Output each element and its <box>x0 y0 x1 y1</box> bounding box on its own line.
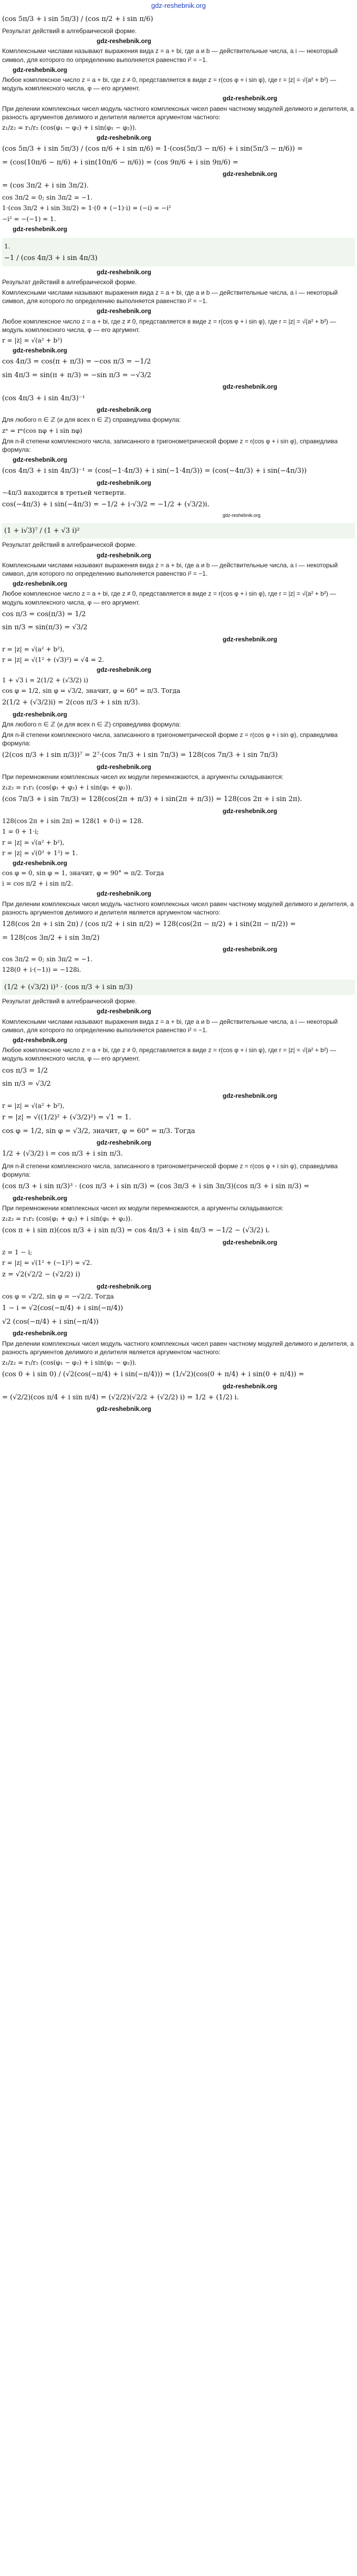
watermark: gdz-reshebnik.org <box>223 170 278 178</box>
formula-line: cos π/3 = cos(π/3) = 1/2 <box>2 610 86 618</box>
watermark: gdz-reshebnik.org <box>97 1139 152 1147</box>
complex-def-text: Комплексными числами называют выражения вида z = a + bi, где a и b — действительные числа, а i — некоторый символ, для которого по определению выполняется равенство i² = −1. <box>2 1017 338 1034</box>
division-rule-text: При делении комплексных чисел модуль частного комплексных чисел равен частному модулей делимого и делителя, а разность аргументов делимого и делителя является аргументом частного: <box>2 105 354 121</box>
formula-line: sin π/3 = √3/2 <box>2 1080 51 1088</box>
formula-line: 1 = 0 + 1·i; <box>2 828 39 836</box>
formula-line: = 128(cos 3π/2 + i sin 3π/2) <box>2 933 100 942</box>
watermark: gdz-reshebnik.org <box>223 1382 278 1390</box>
formula-line: 128(cos 2π + i sin 2π) / (cos π/2 + i sin π/2) = 128(cos(2π − π/2) + i sin(2π − π/2)) = <box>2 920 296 928</box>
formula-line: 128(0 + i·(−1)) = −128i. <box>2 966 81 974</box>
formula-line: zⁿ = rⁿ(cos nφ + i sin nφ) <box>2 427 82 434</box>
watermark: gdz-reshebnik.org <box>223 635 278 643</box>
trig-form-text: Любое комплексное число z = a + bi, где z ≠ 0, представляется в виде z = r(cos φ + i sin φ), где r = |z| = √(a² + b²) — модуль комплексного числа, φ — его аргумент. <box>2 1046 337 1063</box>
division-rule-text: При делении комплексных чисел модуль частного комплексных чисел равен частному модулей делимого и делителя, а разность аргументов делимого и делителя является аргументом частного: <box>2 900 354 916</box>
moivre-nth-text: Для n-й степени комплексного числа, записанного в тригонометрической форме z = r(cos φ + i sin φ), справедлива формула: <box>2 437 338 453</box>
solution-block-3 <box>0 523 357 979</box>
alg-form-text: Результат действий в алгебраической форме. <box>2 998 137 1005</box>
formula-line: −4π/3 находится в третьей четверти. <box>2 489 127 497</box>
formula-line: (cos π + i sin π)(cos π/3 + i sin π/3) = cos 4π/3 + i sin 4π/3 = −1/2 − (√3/2) i. <box>2 1227 270 1235</box>
mult-rule-text: При перемножении комплексных чисел их модули перемножаются, а аргументы складываются: <box>2 773 284 781</box>
watermark: gdz-reshebnik.org <box>13 225 68 233</box>
solution-block-4 <box>0 980 357 1417</box>
problem-strip <box>2 980 355 995</box>
problem-strip <box>2 238 355 266</box>
solution-block-1 <box>0 13 357 237</box>
formula-line: cos φ = 1/2, sin φ = √3/2, значит, φ = 60° = π/3. Тогда <box>2 1127 195 1135</box>
watermark: gdz-reshebnik.org <box>13 710 68 718</box>
formula-line: cos φ = √2/2, sin φ = −√2/2. Тогда <box>2 1293 114 1301</box>
watermark: gdz-reshebnik.org <box>13 456 68 464</box>
formula-line: 1 − i = √2(cos(−π/4) + i sin(−π/4)) <box>2 1304 123 1313</box>
formula-line: 128(cos 2π + i sin 2π) = 128(1 + 0·i) = 128. <box>2 817 144 825</box>
watermark: gdz-reshebnik.org <box>13 580 68 588</box>
expression: (cos 5π/3 + i sin 5π/3) / (cos π/2 + i sin π/6) <box>2 15 153 23</box>
watermark: gdz-reshebnik.org <box>97 763 152 771</box>
formula-line: cos(−4π/3) + i sin(−4π/3) = −1/2 + i·√3/2 = −1/2 + (√3/2)i. <box>2 501 209 509</box>
formula-line: 2(1/2 + (√3/2)i) = 2(cos π/3 + i sin π/3). <box>2 698 140 707</box>
complex-def-text: Комплексными числами называют выражения вида z = a + bi, где a и b — действительные числа, а i — некоторый символ, для которого по определению выполняется равенство i² = −1. <box>2 289 338 305</box>
moivre-any-n-text: Для любого n ∈ ℤ (и для всех n ∈ ℤ) справедлива формула: <box>2 416 181 424</box>
formula-line: r = |z| = √((1/2)² + (√3/2)²) = √1 = 1. <box>2 1113 131 1121</box>
formula-line: 1·(cos 3π/2 + i sin 3π/2) = 1·(0 + (−1)·i) = (−i) = −i² <box>2 204 171 212</box>
watermark: gdz-reshebnik.org <box>97 551 152 559</box>
formula-line: cos 4π/3 = cos(π + π/3) = −cos π/3 = −1/2 <box>2 358 151 366</box>
watermark: gdz-reshebnik.org <box>13 859 68 867</box>
watermark: gdz-reshebnik.org <box>97 1007 152 1015</box>
moivre-nth-text: Для n-й степени комплексного числа, записанного в тригонометрической форме z = r(cos φ + i sin φ), справедлива формула: <box>2 1162 338 1178</box>
formula-line: = (cos 3π/2 + i sin 3π/2). <box>2 181 89 190</box>
formula-line: r = |z| = √(1² + (√3)²) = √4 = 2. <box>2 656 104 664</box>
watermark: gdz-reshebnik.org <box>13 66 68 74</box>
trig-form-text: Любое комплексное число z = a + bi, где z ≠ 0, представляется в виде z = r(cos φ + i sin φ), где r = |z| = √(a² + b²) — модуль комплексного числа, φ — его аргумент. <box>2 590 337 606</box>
formula-line: z₁z₂ = r₁r₂ (cos(φ₁ + φ₂) + i sin(φ₁ + φ₂)). <box>2 1215 133 1223</box>
watermark: gdz-reshebnik.org <box>223 1238 278 1246</box>
formula-line: 1 + √3 i = 2(1/2 + (√3/2) i) <box>2 676 88 684</box>
watermark: gdz-reshebnik.org <box>97 479 152 486</box>
expression: −1 / (cos 4π/3 + i sin 4π/3) <box>4 254 98 263</box>
watermark: gdz-reshebnik.org <box>97 307 152 315</box>
formula-line: (2(cos π/3 + i sin π/3))⁷ = 2⁷·(cos 7π/3 + i sin 7π/3) = 128(cos 7π/3 + i sin 7π/3) <box>2 751 278 760</box>
watermark: gdz-reshebnik.org <box>223 512 261 518</box>
formula-line: (cos 4π/3 + i sin 4π/3)⁻¹ <box>2 394 85 402</box>
formula-line: = (cos(10π/6 − π/6) + i sin(10π/6 − π/6)) = (cos 9π/6 + i sin 9π/6) = <box>2 158 239 167</box>
formula-line: = (√2/2)(cos π/4 + i sin π/4) = (√2/2)(√2/2 + (√2/2) i) = 1/2 + (1/2) i. <box>2 1393 239 1401</box>
formula-line: r = |z| = √(a² + b²), <box>2 1102 65 1109</box>
formula-line: cos π/3 = 1/2 <box>2 1066 48 1075</box>
watermark: gdz-reshebnik.org <box>97 268 152 276</box>
watermark: gdz-reshebnik.org <box>97 134 152 142</box>
watermark: gdz-reshebnik.org <box>223 383 278 391</box>
formula-line: z = √2(√2/2 − (√2/2) i) <box>2 1271 80 1279</box>
watermark: gdz-reshebnik.org <box>97 1405 152 1413</box>
formula-line: r = |z| = √(0² + 1²) = 1. <box>2 849 78 857</box>
watermark: gdz-reshebnik.org <box>97 666 152 674</box>
formula-line: (cos π/3 + i sin π/3)³ · (cos π/3 + i sin π/3) = (cos 3π/3 + i sin 3π/3)(cos π/3 + i sin π/3) = <box>2 1182 310 1191</box>
watermark: gdz-reshebnik.org <box>97 37 152 45</box>
formula-line: r = |z| = √(1² + (−1)²) = √2. <box>2 1259 92 1267</box>
formula-line: i = cos π/2 + i sin π/2. <box>2 880 74 888</box>
alg-form-text: Результат действий в алгебраической форме. <box>2 278 137 286</box>
formula-line: (cos 5π/3 + i sin 5π/3) / (cos π/6 + i sin π/6) = 1·(cos(5π/3 − π/6) + i sin(5π/3 − π/6)) = <box>2 145 303 153</box>
watermark: gdz-reshebnik.org <box>223 1092 278 1099</box>
formula-line: (cos 0 + i sin 0) / (√2(cos(−π/4) + i sin(−π/4))) = (1/√2)(cos(0 + π/4) + i sin(0 + π/4)) = <box>2 1370 304 1379</box>
trig-form-text: Любое комплексное число z = a + bi, где z ≠ 0, представляется в виде z = r(cos φ + i sin φ), где r = |z| = √(a² + b²) — модуль комплексного числа, φ — его аргумент. <box>2 317 337 334</box>
formula-line: cos 3π/2 = 0; sin 3π/2 = −1. <box>2 955 93 963</box>
watermark: gdz-reshebnik.org <box>223 95 278 102</box>
moivre-any-n-text: Для любого n ∈ ℤ (и для всех n ∈ ℤ) справедлива формула: <box>2 720 181 728</box>
formula-line: r = |z| = √(a² + b²) <box>2 336 62 344</box>
watermark: gdz-reshebnik.org <box>223 807 278 815</box>
formula-line: r = |z| = √(a² + b²), <box>2 838 65 846</box>
watermark: gdz-reshebnik.org <box>97 406 152 414</box>
formula-line: sin 4π/3 = sin(π + π/3) = −sin π/3 = −√3/2 <box>2 371 152 379</box>
expression: (1/2 + (√3/2) i)³ · (cos π/3 + i sin π/3) <box>4 983 133 991</box>
formula-line: cos φ = 0, sin φ = 1, значит, φ = 90° = π/2. Тогда <box>2 869 164 877</box>
watermark: gdz-reshebnik.org <box>13 1036 68 1044</box>
mult-rule-text: При перемножении комплексных чисел их модули перемножаются, а аргументы складываются: <box>2 1204 284 1212</box>
alg-form-text: Результат действий в алгебраической форме. <box>2 27 137 35</box>
formula-line: z₁/z₂ = r₁/r₂ (cos(φ₁ − φ₂) + i sin(φ₁ − φ₂)). <box>2 1358 137 1366</box>
formula-line: sin π/3 = sin(π/3) = √3/2 <box>2 624 88 632</box>
expression: (1 + i√3)⁷ / (1 + √3 i)² <box>4 526 80 535</box>
formula-line: (cos 7π/3 + i sin 7π/3) = 128(cos(2π + π/3) + i sin(2π + π/3)) = 128(cos 2π + i sin 2π). <box>2 795 302 804</box>
solution-block-2 <box>0 238 357 522</box>
formula-line: 1/2 + (√3/2) i = cos π/3 + i sin π/3. <box>2 1150 123 1158</box>
watermark: gdz-reshebnik.org <box>13 1194 68 1202</box>
formula-line: cos φ = 1/2, sin φ = √3/2, значит, φ = 60° = π/3. Тогда <box>2 687 181 694</box>
site-title[interactable]: gdz-reshebnik.org <box>151 2 206 9</box>
complex-def-text: Комплексными числами называют выражения вида z = a + bi, где a и b — действительные числа, а i — некоторый символ, для которого по определению выполняется равенство i² = −1. <box>2 561 338 578</box>
formula-line: z₁z₂ = r₁r₂ (cos(φ₁ + φ₂) + i sin(φ₁ + φ₂)). <box>2 784 133 792</box>
watermark: gdz-reshebnik.org <box>223 946 278 953</box>
problem-number: 1. <box>4 242 10 250</box>
formula-line: cos 3π/2 = 0; sin 3π/2 = −1. <box>2 194 93 202</box>
formula-line: r = |z| = √(a² + b²), <box>2 646 65 653</box>
complex-def-text: Комплексными числами называют выражения вида z = a + bi, где a и b — действительные числа, а i — некоторый символ, для которого по определению выполняется равенство i² = −1. <box>2 47 338 64</box>
watermark: gdz-reshebnik.org <box>13 347 68 355</box>
formula-line: −i² = −(−1) = 1. <box>2 215 56 223</box>
formula-line: (cos 4π/3 + i sin 4π/3)⁻¹ = (cos(−1·4π/3) + i sin(−1·4π/3)) = (cos(−4π/3) + i sin(−4π/3)) <box>2 467 307 475</box>
moivre-nth-text: Для n-й степени комплексного числа, записанного в тригонометрической форме z = r(cos φ + i sin φ), справедлива формула: <box>2 731 338 747</box>
watermark: gdz-reshebnik.org <box>97 890 152 898</box>
watermark: gdz-reshebnik.org <box>13 1329 68 1337</box>
trig-form-text: Любое комплексное число z = a + bi, где z ≠ 0, представляется в виде z = r(cos φ + i sin φ), где r = |z| = √(a² + b²) — модуль комплексного числа, φ — его аргумент. <box>2 76 337 92</box>
formula-line: z₁/z₂ = r₁/r₂ (cos(φ₁ − φ₂) + i sin(φ₁ − φ₂)). <box>2 123 137 131</box>
problem-strip <box>2 523 355 539</box>
alg-form-text: Результат действий в алгебраической форме. <box>2 541 137 549</box>
division-rule-text: При делении комплексных чисел модуль частного комплексных чисел равен частному модулей делимого и делителя, а разность аргументов делимого и делителя является аргументом частного: <box>2 1339 354 1356</box>
formula-line: z = 1 − i; <box>2 1249 33 1256</box>
formula-line: √2 (cos(−π/4) + i sin(−π/4)) <box>2 1317 99 1326</box>
watermark: gdz-reshebnik.org <box>97 1282 152 1290</box>
